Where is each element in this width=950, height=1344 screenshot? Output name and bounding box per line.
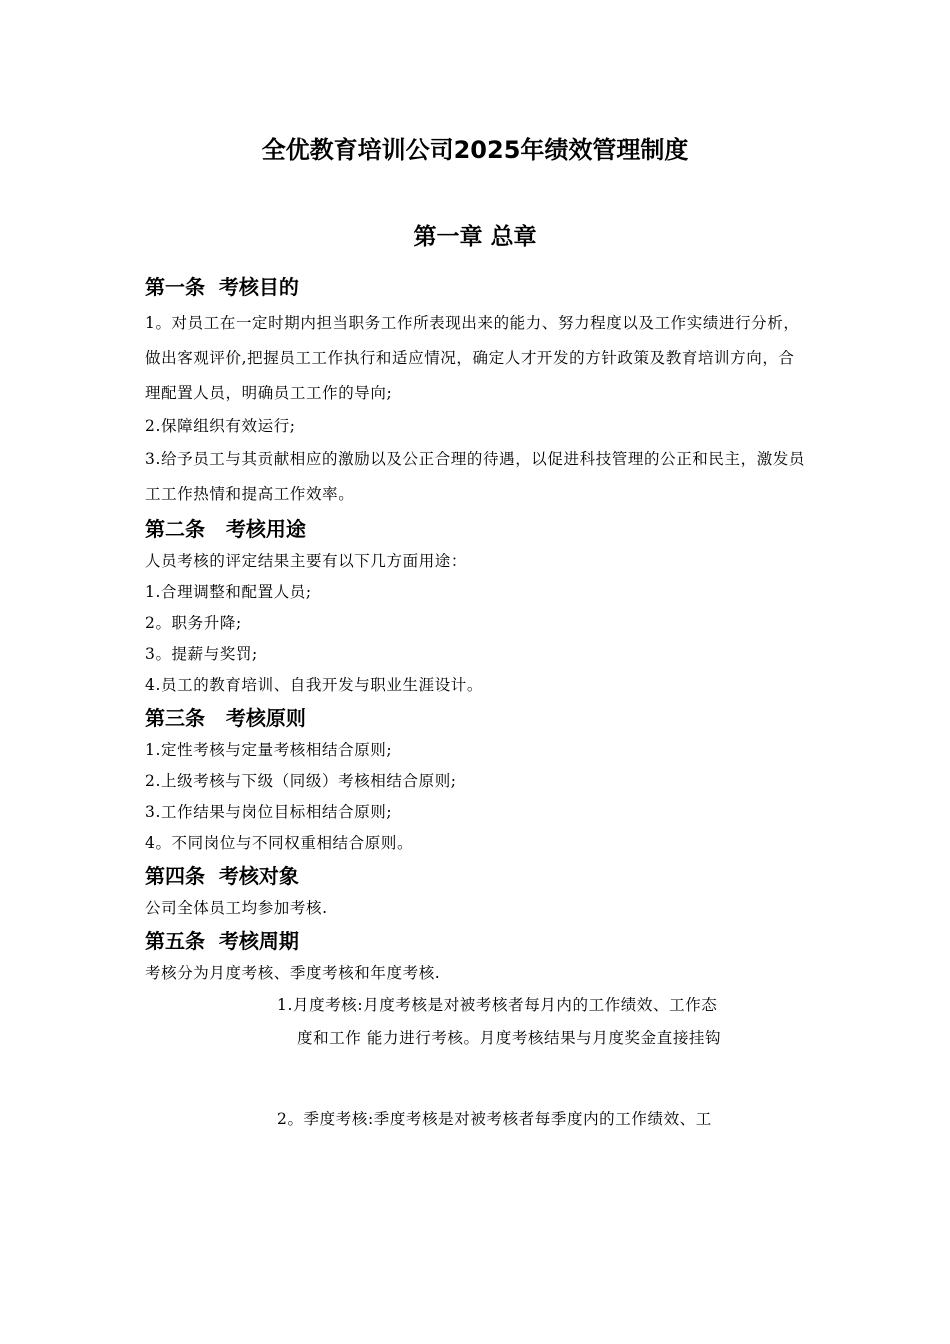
document-title: 全优教育培训公司2025年绩效管理制度 xyxy=(261,136,689,164)
article-paragraph: 1.定性考核与定量考核相结合原则; xyxy=(145,741,393,759)
article-paragraph: 2.上级考核与下级（同级）考核相结合原则; xyxy=(145,772,457,790)
article-4 xyxy=(145,859,810,924)
article-paragraph: 4.员工的教育培训、自我开发与职业生涯设计。 xyxy=(145,676,483,694)
article-heading: 第五条 考核周期 xyxy=(145,929,299,953)
cycle-list xyxy=(277,989,810,1136)
article-paragraph: 人员考核的评定结果主要有以下几方面用途： xyxy=(145,552,468,570)
article-1 xyxy=(145,270,810,512)
list-item-continuation: 度和工作 能力进行考核。月度考核结果与月度奖金直接挂钩 xyxy=(297,1029,722,1047)
article-paragraph: 3.给予员工与其贡献相应的激励以及公正合理的待遇，以促进科技管理的公正和民主，激发员工工作热情和提高工作效率。 xyxy=(145,450,805,503)
article-2 xyxy=(145,512,810,701)
article-paragraph: 1.合理调整和配置人员; xyxy=(145,583,312,601)
article-paragraph: 公司全体员工均参加考核. xyxy=(145,899,328,917)
article-heading: 第三条 考核原则 xyxy=(145,706,306,730)
list-item: 1.月度考核:月度考核是对被考核者每月内的工作绩效、工作态 xyxy=(277,996,718,1014)
document-body xyxy=(145,270,810,1136)
article-paragraph: 3。提薪与奖罚; xyxy=(145,645,258,663)
article-paragraph: 3.工作结果与岗位目标相结合原则; xyxy=(145,803,393,821)
article-heading: 第四条 考核对象 xyxy=(145,864,299,888)
article-paragraph: 4。不同岗位与不同权重相结合原则。 xyxy=(145,834,414,852)
article-paragraph: 2。职务升降; xyxy=(145,614,242,632)
article-heading: 第二条 考核用途 xyxy=(145,517,306,541)
article-paragraph: 2.保障组织有效运行; xyxy=(145,417,296,435)
article-paragraph: 1。对员工在一定时期内担当职务工作所表现出来的能力、努力程度以及工作实绩进行分析，做出客观评价,把握员工工作执行和适应情况，确定人才开发的方针政策及教育培训方向，合理配置人员，明确员工工作的导向; xyxy=(145,314,800,402)
article-heading: 第一条 考核目的 xyxy=(145,275,299,299)
list-item: 2。季度考核:季度考核是对被考核者每季度内的工作绩效、工 xyxy=(277,1110,712,1128)
article-paragraph: 考核分为月度考核、季度考核和年度考核. xyxy=(145,964,441,982)
article-3 xyxy=(145,701,810,859)
chapter-title: 第一章 总章 xyxy=(413,224,537,250)
article-5 xyxy=(145,924,810,1136)
